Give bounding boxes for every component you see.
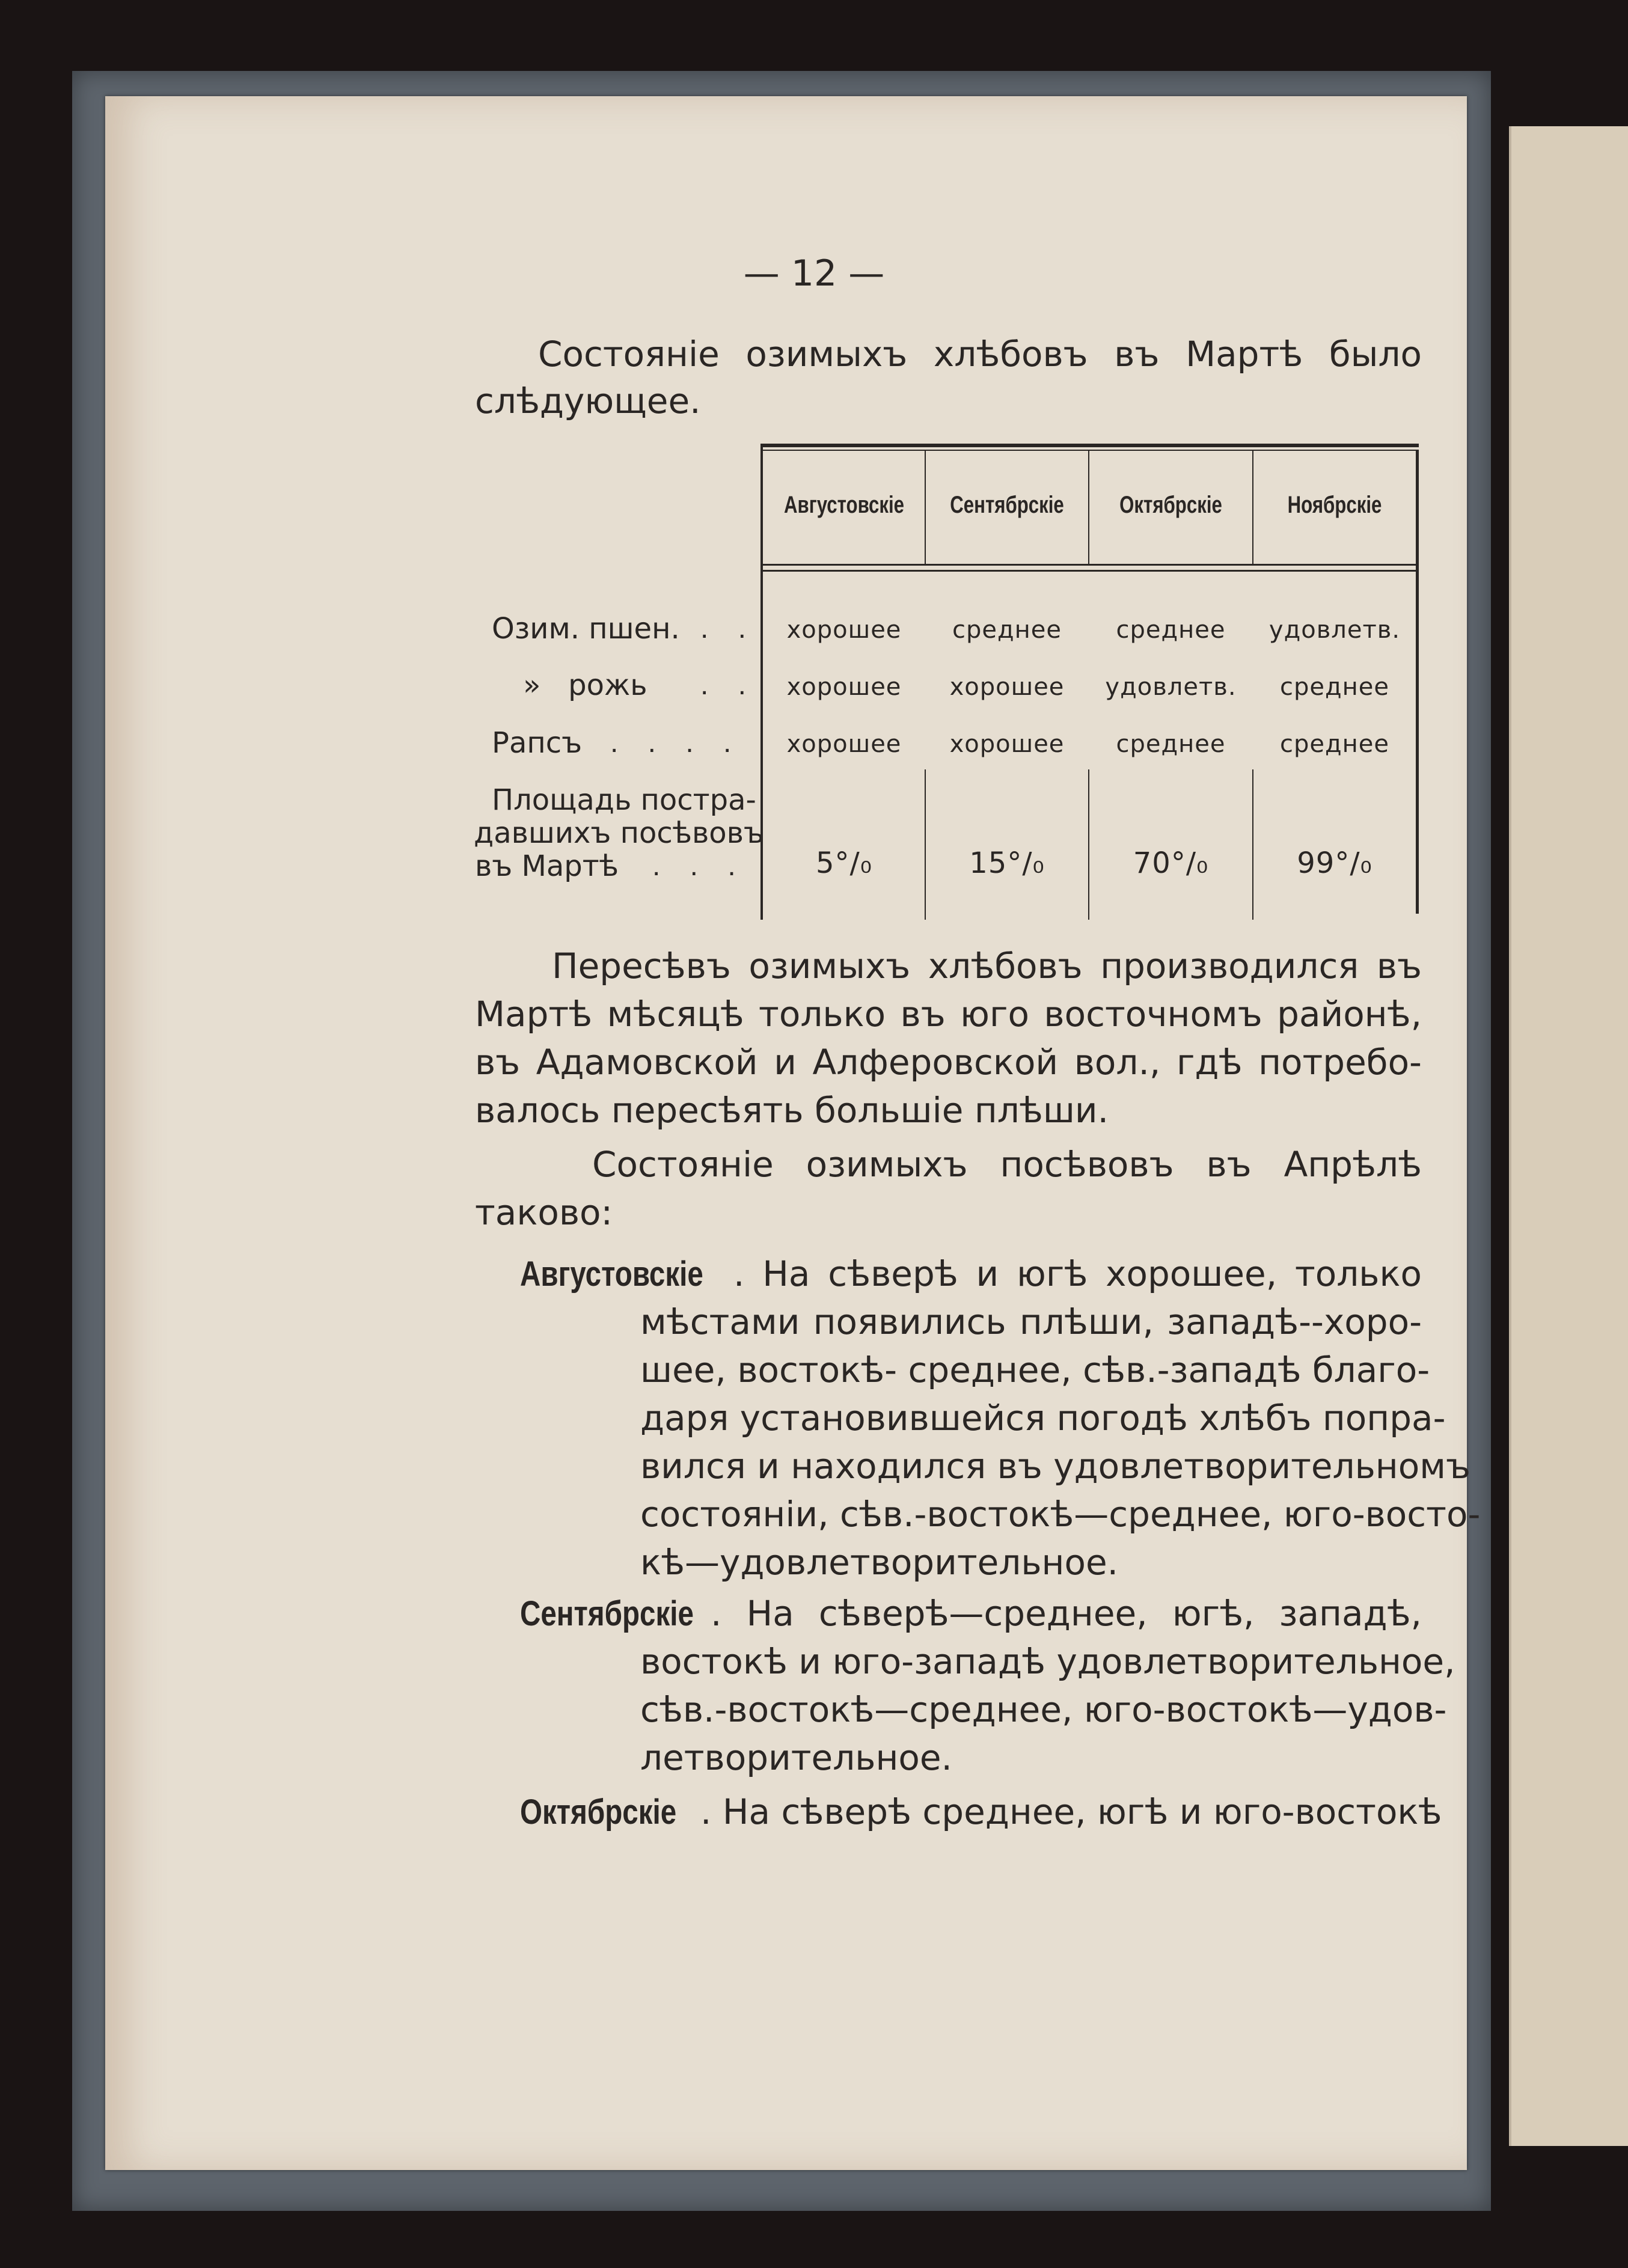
para1-line-2: Мартѣ мѣсяцѣ только въ юго восточномъ районѣ, [475, 994, 1422, 1035]
area-label-line-3: въ Мартѣ [475, 849, 619, 883]
september-line-1: . На сѣверѣ—среднее, югѣ, западѣ, [711, 1593, 1422, 1634]
para1-line-3: въ Адамовской и Алферовской вол., гдѣ потребо- [475, 1042, 1422, 1083]
intro-line-2: слѣдующее. [475, 381, 701, 421]
august-line-4: даря установившейся погодѣ хлѣбъ попра- [640, 1398, 1446, 1438]
page-number: — 12 — [743, 252, 885, 295]
area-label-line-2: давшихъ посѣвовъ [474, 816, 764, 850]
para1-line-4: валось пересѣять большiе плѣши. [475, 1090, 1109, 1131]
table-cell: хорошее [786, 616, 902, 644]
august-line-7: кѣ—удовлетворительное. [640, 1542, 1119, 1583]
table-cell: удовлетв. [1268, 616, 1401, 644]
area-value-september: 15°/₀ [969, 846, 1045, 880]
row-dots: . . [700, 669, 757, 701]
para2-line-1: Состоянiе озимыхъ посѣвовъ въ Апрѣлѣ [592, 1144, 1422, 1185]
table-cell: среднее [1116, 730, 1226, 758]
august-line-3: шее, востокѣ- среднее, сѣв.-западѣ благо- [640, 1349, 1430, 1390]
august-line-6: состоянiи, сѣв.-востокѣ—среднее, юго-восто- [640, 1494, 1481, 1535]
september-line-4: летворительное. [640, 1737, 952, 1778]
header-august: Августовскiе [784, 492, 904, 518]
area-value-october: 70°/₀ [1133, 846, 1209, 880]
row-label-rapeseed: Рапсъ [492, 726, 583, 760]
area-value-november: 99°/₀ [1297, 846, 1372, 880]
row-label-rye: » рожь [523, 668, 647, 702]
october-line-1: . На сѣверѣ среднее, югѣ и юго-востокѣ [700, 1791, 1442, 1832]
table-cell: среднее [1279, 673, 1390, 701]
para1-line-1: Пересѣвъ озимыхъ хлѣбовъ производился въ [552, 946, 1422, 986]
header-october: Октябрскiе [1119, 492, 1222, 518]
october-entry-start [520, 1794, 711, 1830]
row-dots: . . . [652, 850, 747, 882]
term-september: Сентябрскiе [520, 1594, 694, 1633]
header-november: Ноябрскiе [1287, 492, 1382, 518]
area-label-line-1: Площадь постра- [492, 783, 756, 817]
september-entry-start [520, 1596, 732, 1631]
row-label-wheat: Озим. пшен. [492, 612, 680, 646]
table-cell: среднее [1116, 616, 1226, 644]
table-cell: хорошее [786, 730, 902, 758]
intro-line-1: Состоянiе озимыхъ хлѣбовъ въ Мартѣ было [538, 334, 1422, 374]
table-cell: хорошее [949, 673, 1065, 701]
para2-line-2: таково: [475, 1192, 613, 1233]
table-cell: хорошее [949, 730, 1065, 758]
row-dots: . . . . [610, 727, 742, 759]
september-line-2: востокѣ и юго-западѣ удовлетворительное, [640, 1641, 1455, 1682]
august-entry-start [520, 1256, 744, 1292]
term-august: Августовскiе [520, 1255, 703, 1294]
header-september: Сентябрскiе [950, 492, 1064, 518]
table-cell: среднее [952, 616, 1062, 644]
august-line-5: вился и находился въ удовлетворительномъ [640, 1446, 1470, 1487]
september-line-3: сѣв.-востокѣ—среднее, юго-востокѣ—удов- [640, 1689, 1447, 1730]
table-cell: среднее [1279, 730, 1390, 758]
row-dots: . . [700, 613, 757, 644]
term-october: Октябрскiе [520, 1793, 677, 1832]
area-value-august: 5°/₀ [816, 846, 872, 880]
table-cell: хорошее [786, 673, 902, 701]
august-line-2: мѣстами появились плѣши, западѣ--хоро- [640, 1301, 1422, 1342]
table-cell: удовлетв. [1105, 673, 1237, 701]
august-line-1: . На сѣверѣ и югѣ хорошее, только [733, 1253, 1422, 1294]
